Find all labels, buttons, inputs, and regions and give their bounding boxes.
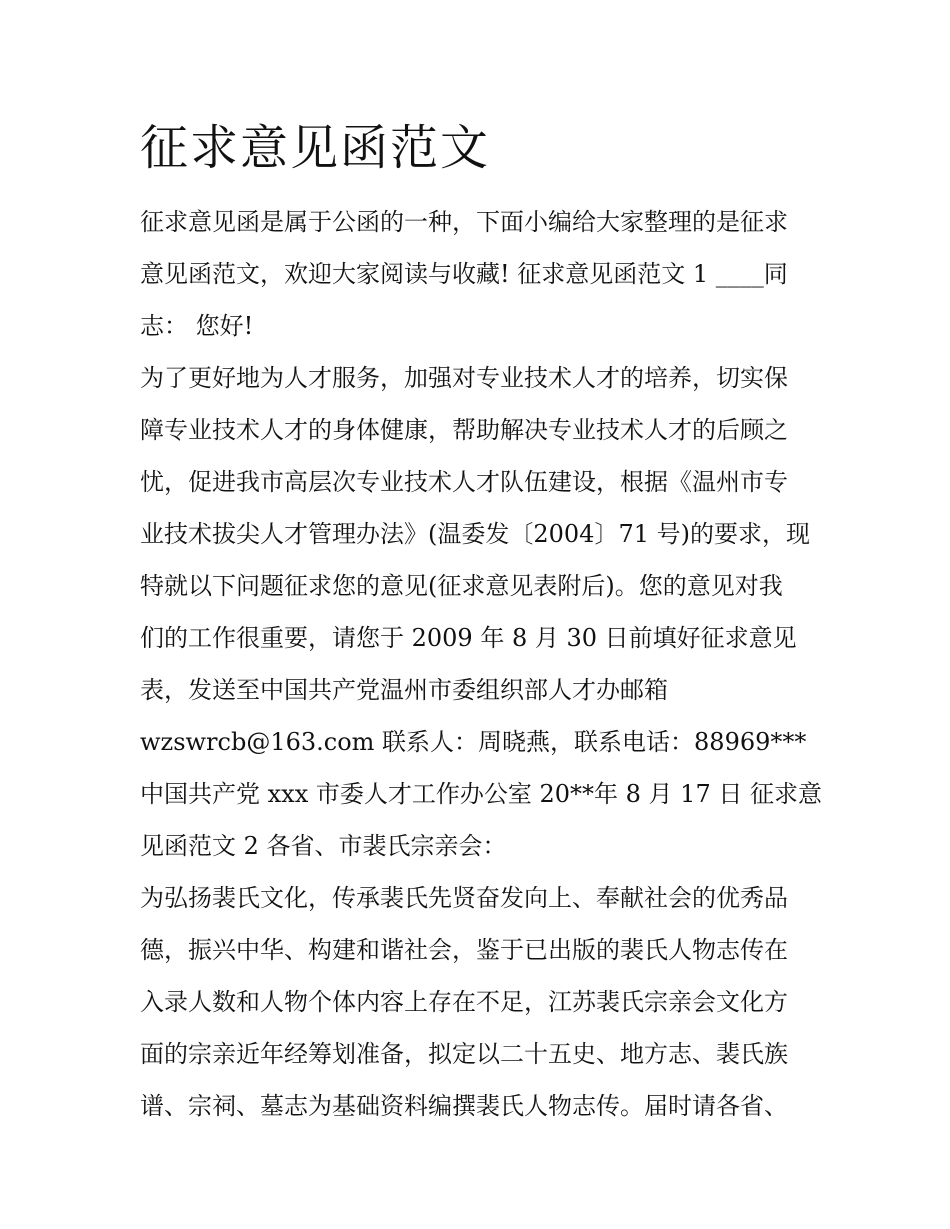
- document-title: 征求意见函范文: [140, 120, 491, 176]
- body-line: 意见函范文，欢迎大家阅读与收藏! 征求意见函范文 1 ____同: [140, 260, 788, 288]
- body-line: 中国共产党 xxx 市委人才工作办公室 20**年 8 月 17 日 征求意: [140, 780, 822, 808]
- body-line: 面的宗亲近年经筹划准备，拟定以二十五史、地方志、裴氏族: [140, 1040, 788, 1068]
- document-body: [140, 196, 830, 1132]
- body-line: 德，振兴中华、构建和谐社会，鉴于已出版的裴氏人物志传在: [140, 936, 788, 964]
- body-line: 忧，促进我市高层次专业技术人才队伍建设，根据《温州市专: [140, 468, 788, 496]
- body-line: wzswrcb@163.com 联系人：周晓燕，联系电话：88969***: [140, 728, 807, 756]
- body-line: 表，发送至中国共产党温州市委组织部人才办邮箱: [140, 676, 668, 704]
- body-line: 见函范文 2 各省、市裴氏宗亲会：: [140, 832, 507, 860]
- body-line: 特就以下问题征求您的意见(征求意见表附后)。您的意见对我: [140, 572, 783, 600]
- body-line: 障专业技术人才的身体健康，帮助解决专业技术人才的后顾之: [140, 416, 788, 444]
- body-line: 为了更好地为人才服务，加强对专业技术人才的培养，切实保: [140, 364, 788, 392]
- body-line: 入录人数和人物个体内容上存在不足，江苏裴氏宗亲会文化方: [140, 988, 788, 1016]
- body-line: 志： 您好!: [140, 312, 254, 340]
- body-line: 谱、宗祠、墓志为基础资料编撰裴氏人物志传。届时请各省、: [140, 1092, 788, 1120]
- body-line: 业技术拔尖人才管理办法》(温委发〔2004〕71 号)的要求，现: [140, 520, 810, 548]
- body-line: 征求意见函是属于公函的一种，下面小编给大家整理的是征求: [140, 208, 788, 236]
- body-line: 们的工作很重要，请您于 2009 年 8 月 30 日前填好征求意见: [140, 624, 797, 652]
- body-line: 为弘扬裴氏文化，传承裴氏先贤奋发向上、奉献社会的优秀品: [140, 884, 788, 912]
